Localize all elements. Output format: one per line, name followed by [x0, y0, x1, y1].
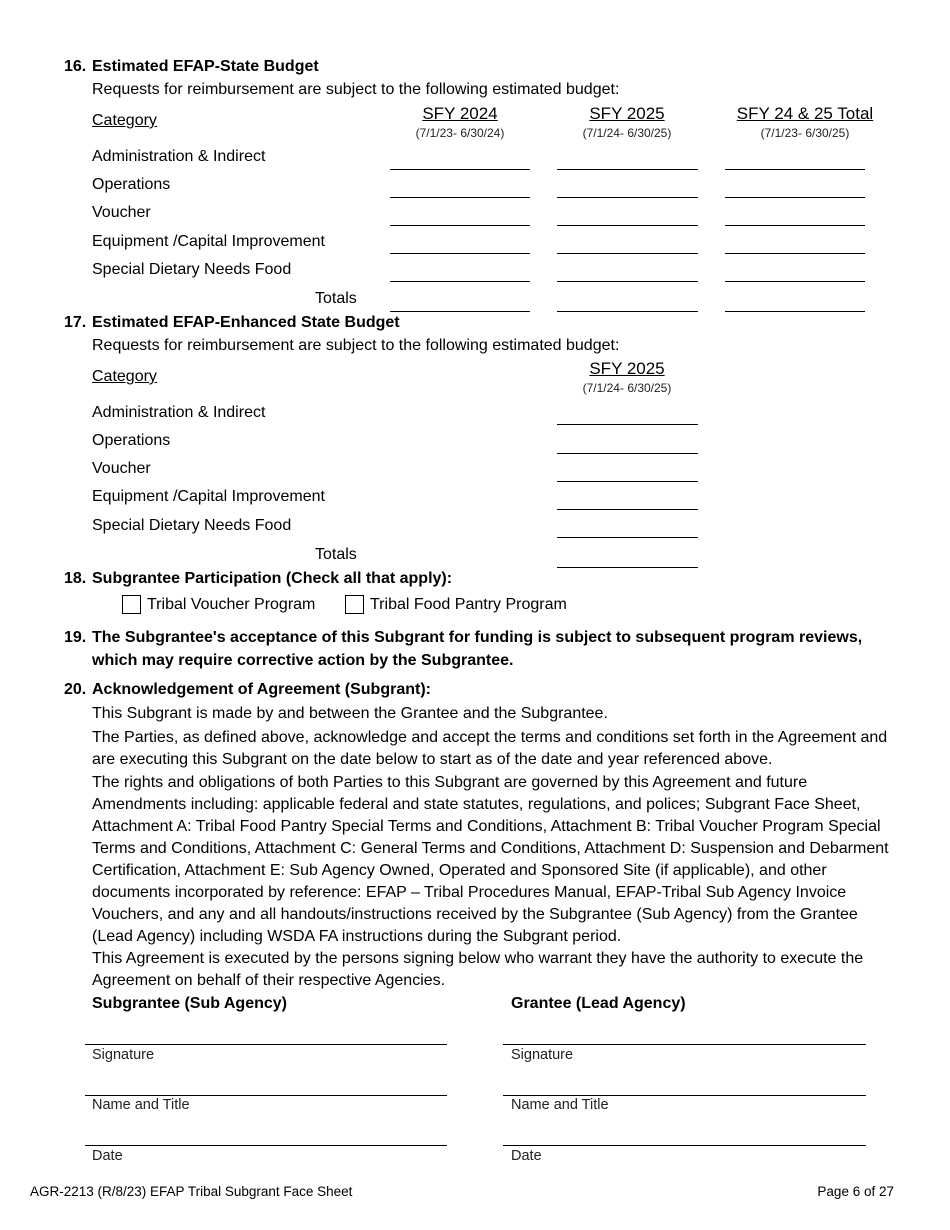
budget-input-line[interactable] [557, 453, 698, 454]
budget-input-line[interactable] [390, 253, 530, 254]
budget-input-line[interactable] [725, 281, 865, 282]
budget-input-line[interactable] [390, 225, 530, 226]
budget-input-line[interactable] [725, 197, 865, 198]
budget-totals-line[interactable] [557, 567, 698, 568]
section-19-line-2: which may require corrective action by the Subgrantee. [92, 652, 514, 669]
column-dates: (7/1/23- 6/30/24) [415, 126, 505, 140]
budget-input-line[interactable] [557, 169, 698, 170]
budget-totals-line[interactable] [390, 311, 530, 312]
grantee-date-label: Date [511, 1148, 542, 1164]
section-17-number: 17. [64, 314, 87, 331]
budget-input-line[interactable] [725, 253, 865, 254]
section-16-number: 16. [64, 58, 87, 75]
column-dates: (7/1/24- 6/30/25) [582, 126, 672, 140]
tribal-voucher-program-checkbox[interactable] [122, 595, 141, 614]
tribal-food-pantry-program-label: Tribal Food Pantry Program [370, 596, 567, 613]
section-18-title: Subgrantee Participation (Check all that apply): [92, 570, 453, 587]
budget-input-line[interactable] [557, 281, 698, 282]
column-label: SFY 24 & 25 Total [736, 104, 874, 123]
column-label: SFY 2025 [589, 104, 665, 123]
column-dates: (7/1/23- 6/30/25) [760, 126, 850, 140]
grantee-signature-line[interactable] [503, 1044, 866, 1045]
tribal-food-pantry-program-checkbox[interactable] [345, 595, 364, 614]
subgrantee-name-title-line[interactable] [85, 1095, 447, 1096]
grantee-date-line[interactable] [503, 1145, 866, 1146]
section-16-title: Estimated EFAP-State Budget [92, 58, 319, 75]
budget-input-line[interactable] [557, 481, 698, 482]
budget-input-line[interactable] [390, 281, 530, 282]
section-20-title: Acknowledgement of Agreement (Subgrant): [92, 681, 431, 698]
subgrantee-signature-line[interactable] [85, 1044, 447, 1045]
budget-totals-line[interactable] [725, 311, 865, 312]
section-17-column-sfy2025 [557, 359, 697, 395]
section-16-intro: Requests for reimbursement are subject to the following estimated budget: [92, 81, 620, 98]
section-17-row-label: Special Dietary Needs Food [92, 517, 292, 534]
budget-input-line[interactable] [390, 197, 530, 198]
section-20-paragraph-1: This Subgrant is made by and between the Grantee and the Subgrantee. [92, 705, 608, 722]
budget-input-line[interactable] [557, 225, 698, 226]
section-20-paragraph-2: The Parties, as defined above, acknowledge and accept the terms and conditions set forth in the Agreement and are executing this Subgrant on the date below to start as of the date and year referenced above. [92, 729, 888, 768]
section-16-column-sfy2025 [557, 104, 697, 140]
grantee-heading: Grantee (Lead Agency) [511, 995, 686, 1012]
section-17-row-label: Operations [92, 432, 171, 449]
footer-page-number: Page 6 of 27 [817, 1184, 894, 1199]
column-label: SFY 2024 [422, 104, 498, 123]
grantee-signature-label: Signature [511, 1047, 574, 1063]
tribal-voucher-program-label: Tribal Voucher Program [147, 596, 316, 613]
subgrantee-name-title-label: Name and Title [92, 1097, 190, 1113]
section-16-category-header: Category [92, 112, 157, 129]
budget-input-line[interactable] [725, 169, 865, 170]
section-16-totals-label: Totals [315, 290, 357, 307]
subgrantee-date-line[interactable] [85, 1145, 447, 1146]
section-16-column-sfy2024 [390, 104, 530, 140]
column-dates: (7/1/24- 6/30/25) [582, 381, 672, 395]
budget-input-line[interactable] [557, 537, 698, 538]
budget-input-line[interactable] [390, 169, 530, 170]
budget-input-line[interactable] [557, 253, 698, 254]
subgrantee-date-label: Date [92, 1148, 123, 1164]
budget-input-line[interactable] [557, 424, 698, 425]
section-17-row-label: Equipment /Capital Improvement [92, 488, 325, 505]
section-17-category-header: Category [92, 368, 157, 385]
column-label: SFY 2025 [589, 359, 665, 378]
section-17-intro: Requests for reimbursement are subject to the following estimated budget: [92, 337, 620, 354]
grantee-name-title-label: Name and Title [511, 1097, 609, 1113]
section-20-paragraph-3: The rights and obligations of both Parties to this Subgrant are governed by this Agreement and future Amendments including: applicable federal and state statutes, regulations, and polices; Subgrant Face Sheet, Attachment A: Tribal Food Pantry Special Terms and Conditions, Attachment B: Tribal Voucher Program Special Terms and Conditions, Attachment C: General Terms and Conditions, Attachment D: Suspension and Debarment Certification, Attachment E: Sub Agency Owned, Operated and Sponsored Site (if applicable), and other documents incorporated by reference: EFAP – Tribal Procedures Manual, EFAP-Tribal Sub Agency Invoice Vouchers, and any and all handouts/instructions received by the Subgrantee (Sub Agency) from the Grantee (Lead Agency) including WSDA FA instructions during the Subgrant period. [92, 774, 889, 945]
section-16-row-label: Voucher [92, 204, 151, 221]
budget-totals-line[interactable] [557, 311, 698, 312]
budget-input-line[interactable] [557, 197, 698, 198]
section-19-line-1: The Subgrantee's acceptance of this Subgrant for funding is subject to subsequent program reviews, [92, 629, 863, 646]
section-19-number: 19. [64, 629, 87, 646]
section-18-number: 18. [64, 570, 87, 587]
section-16-row-label: Equipment /Capital Improvement [92, 233, 325, 250]
budget-input-line[interactable] [725, 225, 865, 226]
section-20-number: 20. [64, 681, 87, 698]
section-17-totals-label: Totals [315, 546, 357, 563]
footer-form-id: AGR-2213 (R/8/23) EFAP Tribal Subgrant Face Sheet [30, 1184, 353, 1199]
section-17-title: Estimated EFAP-Enhanced State Budget [92, 314, 400, 331]
subgrantee-signature-label: Signature [92, 1047, 155, 1063]
section-20-paragraph-4: This Agreement is executed by the persons signing below who warrant they have the authority to execute the Agreement on behalf of their respective Agencies. [92, 950, 864, 989]
section-16-row-label: Operations [92, 176, 171, 193]
section-16-row-label: Special Dietary Needs Food [92, 261, 292, 278]
subgrantee-heading: Subgrantee (Sub Agency) [92, 995, 287, 1012]
grantee-name-title-line[interactable] [503, 1095, 866, 1096]
section-16-column-total [725, 104, 885, 140]
section-17-row-label: Administration & Indirect [92, 404, 266, 421]
budget-input-line[interactable] [557, 509, 698, 510]
section-17-row-label: Voucher [92, 460, 151, 477]
section-16-row-label: Administration & Indirect [92, 148, 266, 165]
